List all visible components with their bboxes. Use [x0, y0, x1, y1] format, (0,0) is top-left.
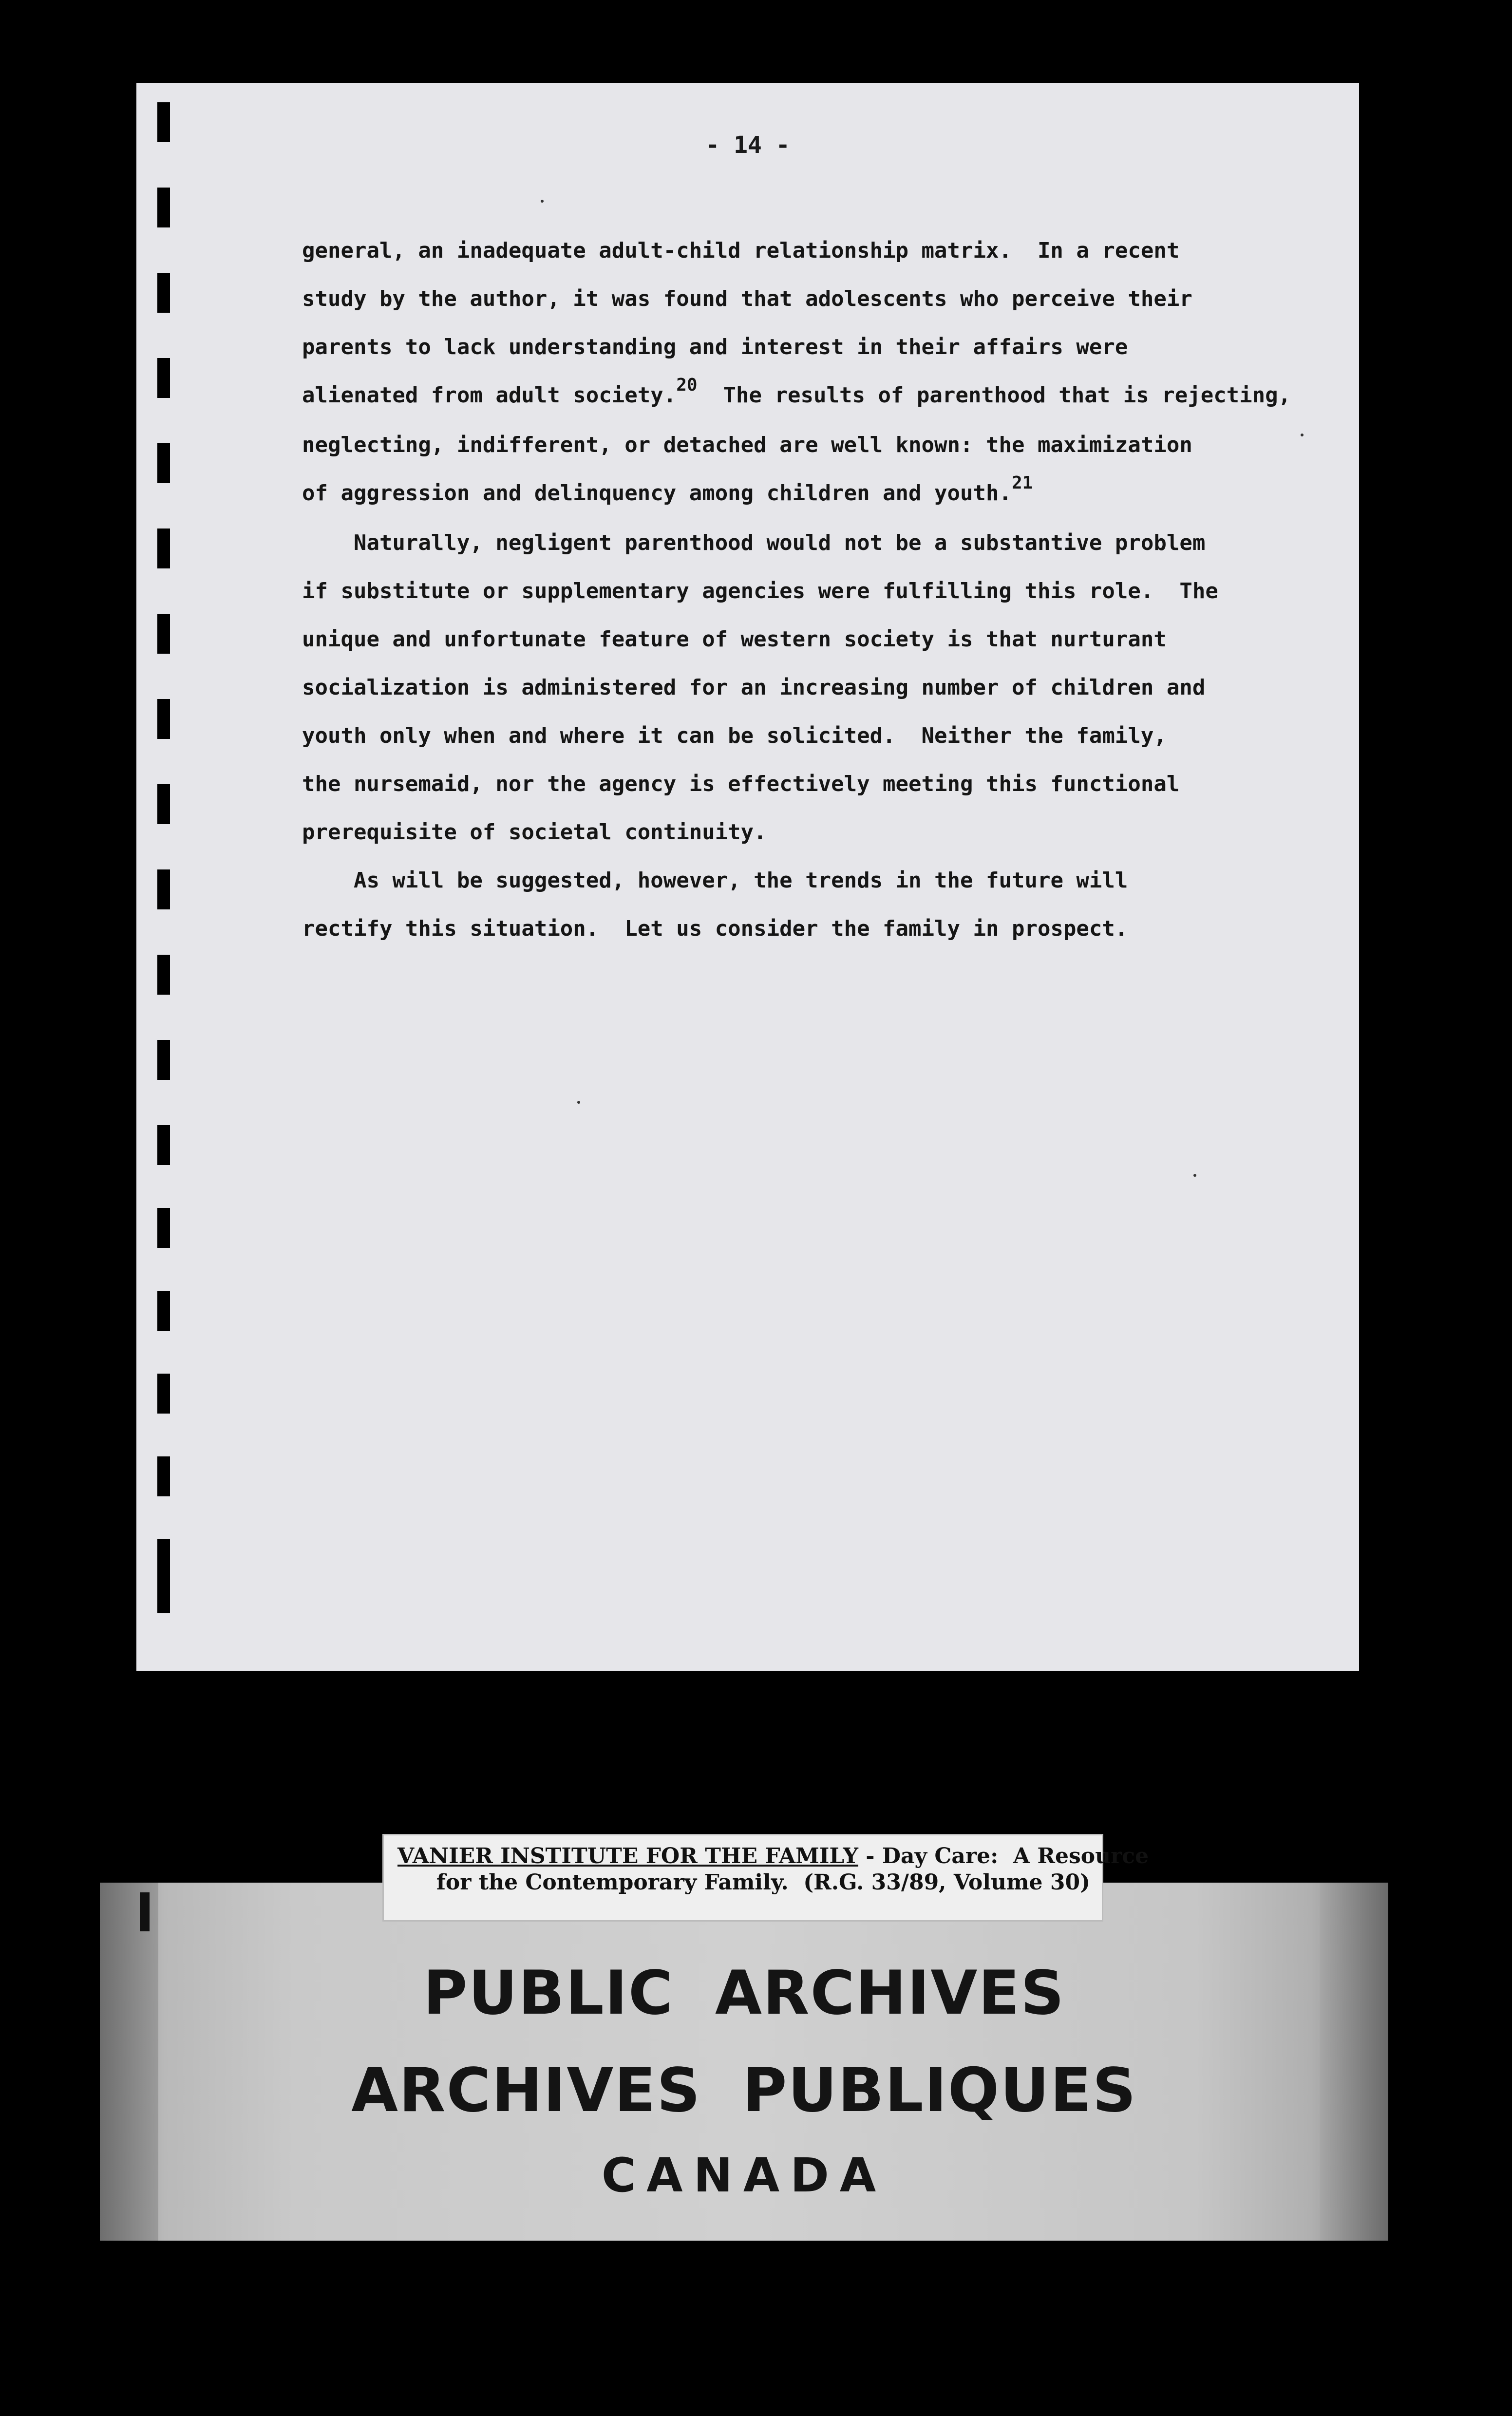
archive-reference-label — [382, 1834, 1149, 1922]
punch-hole — [157, 443, 170, 483]
punch-hole — [157, 869, 170, 909]
banner-mark — [140, 1892, 150, 1931]
text-line: socialization is administered for an increasing number of children and — [302, 675, 1206, 700]
archives-heading-country: CANADA — [601, 2148, 887, 2203]
punch-hole — [157, 784, 170, 824]
text-line: study by the author, it was found that adolescents who perceive their — [302, 286, 1192, 311]
footnote-marker-21: 21 — [1011, 473, 1033, 493]
punch-hole — [157, 699, 170, 739]
text-fragment: of aggression and delinquency among children and youth. — [302, 481, 1012, 506]
text-line: the nursemaid, nor the agency is effectively meeting this functional — [302, 772, 1180, 796]
institution-name: VANIER INSTITUTE FOR THE FAMILY — [397, 1844, 858, 1869]
punch-hole — [157, 188, 170, 227]
body-text — [302, 226, 1344, 953]
text-line: if substitute or supplementary agencies were fulfilling this role. The — [302, 579, 1218, 604]
archives-heading-french: ARCHIVES PUBLIQUES — [351, 2056, 1137, 2126]
text-line — [302, 469, 1344, 519]
label-line-2: for the Contemporary Family. (R.G. 33/89, Volume 30) — [436, 1870, 1090, 1895]
text-line: parents to lack understanding and interest in their affairs were — [302, 335, 1128, 359]
label-title-fragment: - Day Care: A Resource — [858, 1844, 1149, 1869]
text-line: rectify this situation. Let us consider the family in prospect. — [302, 916, 1128, 941]
paragraph-3 — [302, 856, 1344, 953]
punch-hole — [157, 528, 170, 568]
paragraph-2 — [302, 519, 1344, 856]
text-line: neglecting, indifferent, or detached are well known: the maximization — [302, 433, 1192, 457]
punch-hole — [157, 273, 170, 313]
text-line: youth only when and where it can be solicited. Neither the family, — [302, 723, 1167, 748]
text-line — [302, 519, 1344, 567]
text-fragment: As will be suggested, however, the trends in the future will — [353, 868, 1128, 893]
text-fragment: alienated from adult society. — [302, 383, 677, 408]
punch-hole — [157, 1573, 170, 1613]
punch-hole — [157, 1374, 170, 1414]
punch-hole — [157, 1291, 170, 1331]
punch-hole — [157, 1456, 170, 1496]
text-line: prerequisite of societal continuity. — [302, 820, 767, 845]
punch-hole — [157, 614, 170, 654]
text-line — [302, 371, 1344, 421]
text-fragment: Naturally, negligent parenthood would not be a substantive problem — [353, 530, 1206, 555]
punch-hole — [157, 358, 170, 398]
page-number: - 14 - — [705, 132, 790, 159]
document-page — [136, 83, 1359, 1671]
text-line: unique and unfortunate feature of western society is that nurturant — [302, 627, 1167, 652]
punch-hole — [157, 1040, 170, 1080]
text-line — [302, 856, 1344, 905]
dust-speck — [541, 200, 544, 203]
archives-heading-english: PUBLIC ARCHIVES — [423, 1958, 1065, 2028]
label-line-1 — [397, 1843, 1149, 1869]
text-fragment: The results of parenthood that is rejecting, — [697, 383, 1291, 408]
paragraph-1 — [302, 226, 1344, 519]
punch-hole — [157, 955, 170, 995]
punch-hole — [157, 1208, 170, 1248]
text-line: general, an inadequate adult-child relationship matrix. In a recent — [302, 238, 1180, 263]
dust-speck — [1193, 1174, 1196, 1177]
footnote-marker-20: 20 — [676, 375, 698, 395]
punch-hole — [157, 1125, 170, 1165]
dust-speck — [577, 1101, 580, 1104]
